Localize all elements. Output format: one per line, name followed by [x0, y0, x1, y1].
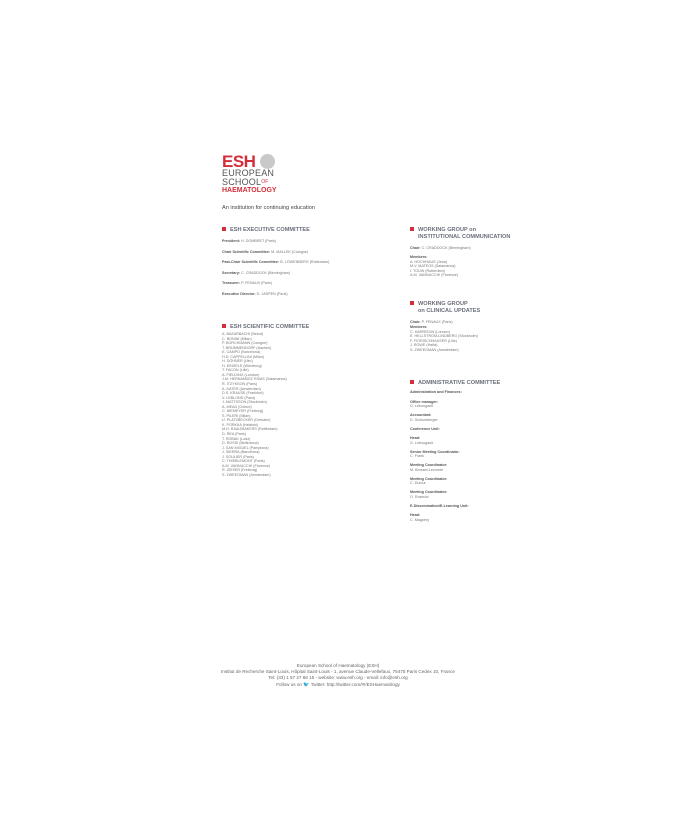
admin-role-person: D. Schlumberger — [410, 417, 438, 422]
footer-contact: Tel: (33) 1 57 27 68 15 - website: www.esh.org - email: info@esh.org — [268, 675, 408, 681]
member-name: V. LEBLOND (Paris) — [222, 395, 256, 400]
member-name: J. MATTSSON (Stockholm) — [222, 400, 267, 405]
admin-role-person: O. Rosedol — [410, 494, 429, 499]
scientific-committee-list — [222, 332, 287, 478]
member-name: A.M. VANNUCCHI (Florence) — [410, 273, 459, 278]
admin-committee-title — [410, 380, 500, 387]
member-name: A. MEAD (Oxford) — [222, 404, 252, 409]
member-name: U. PLATZBECKER (Dresden) — [222, 418, 271, 423]
exec-row: Chair Scientific Committee: M. MALLEK (Cologne) — [222, 249, 309, 254]
logo-of: OF — [261, 179, 269, 185]
admin-role-person: M. Brosset-Lecomte — [410, 467, 443, 472]
member-name: J.M. HERNANDEZ RIVAS (Salamanca) — [222, 377, 287, 382]
scientific-committee-title — [222, 324, 309, 331]
member-name: C. BONINI (Milan) — [222, 336, 252, 341]
member-name: C. THIEBLEMONT (Paris) — [222, 459, 265, 464]
footer-follow-text: Follow us on — [276, 681, 302, 687]
exec-row: Secretary: C. CRADDOCK (Birmingham) — [222, 270, 291, 275]
member-name: D. REA (Paris) — [222, 432, 246, 437]
member-name: A. BAZARBACHI (Beirut) — [222, 332, 264, 336]
member-name: C. NIEMEYER (Freiburg) — [222, 409, 264, 414]
wg-institutional-title-text: WORKING GROUP on — [418, 227, 477, 233]
member-name: C. HARRISON (London) — [410, 329, 450, 334]
admin-role-label: Senior Meeting Coordinator: — [410, 449, 460, 454]
admin-role-label: Meeting Coordinator: — [410, 476, 448, 481]
executive-title-text: ESH EXECUTIVE COMMITTEE — [230, 227, 310, 233]
logo-line-3: HAEMATOLOGY — [222, 187, 277, 194]
logo-school: SCHOOL — [222, 177, 262, 187]
member-name: H. EINSELE (Würzburg) — [222, 363, 262, 368]
wg-institutional-subtitle: INSTITUTIONAL COMMUNICATION — [418, 233, 511, 240]
logo-esh: ESH — [222, 152, 256, 171]
twitter-link[interactable]: Twitter: http://twitter.com/#!/ESHaematology — [309, 681, 400, 687]
red-square-icon — [410, 227, 414, 231]
footer-social — [0, 682, 676, 688]
admin-role-label: Conference Unit: — [410, 426, 440, 431]
scientific-title-text: ESH SCIENTIFIC COMMITTEE — [230, 324, 310, 330]
member-name: J. SOULIER (Paris) — [222, 454, 254, 459]
wg-institutional-chair: Chair: C. CRADDOCK (Birmingham) — [410, 246, 471, 250]
wg-clinical-subtitle: on CLINICAL UPDATES — [418, 307, 481, 314]
member-name: M.H. RAAIJMAKERS (Rotterdam) — [222, 427, 278, 432]
exec-row: Executive Director: D. JASPEN (Paris) — [222, 291, 288, 296]
member-name: E. HELLSTROM-LINDBERG (Stockholm) — [410, 334, 478, 339]
member-name: T. ROBAK (Lodz) — [222, 436, 251, 441]
admin-role-person: G. Lebougault — [410, 440, 434, 445]
member-name: D. ROSSI (Bellinzona) — [222, 441, 259, 446]
member-name: J. ROWE (Haifa) — [410, 343, 438, 348]
member-name: I. TOUW (Rotterdam) — [410, 268, 445, 273]
wg-institutional-members — [410, 260, 471, 278]
wg-clinical-members-label: Members: — [410, 324, 428, 329]
admin-role-person: G. Lebougault — [410, 404, 434, 408]
member-name: A.M. VANNUCCHI (Florence) — [222, 463, 271, 468]
member-name: R. ZEISER (Freiburg) — [222, 468, 258, 473]
wg-clinical-body — [410, 320, 478, 352]
admin-role-label: Accountant: — [410, 413, 432, 417]
red-square-icon — [410, 380, 414, 384]
member-name: P. BORCHMANN (Cologne) — [222, 341, 268, 346]
member-name: R. ITZYKSON (Paris) — [222, 382, 258, 387]
admin-role-label: Office manager: — [410, 399, 439, 404]
red-square-icon — [222, 324, 226, 328]
member-name: D.S. KRAUSE (Frankfurt) — [222, 391, 264, 396]
admin-role-person: C. Dufour — [410, 481, 426, 485]
member-name: J. SIERRA (Barcelona) — [222, 450, 260, 455]
admin-role-person: C. Frank — [410, 454, 425, 458]
logo-line-2 — [222, 178, 269, 187]
exec-row: Past-Chair Scientific Committee: B. LÖWENBERG (Rotterdam) — [222, 260, 330, 264]
wg-clinical-members — [410, 330, 478, 353]
esh-logo — [222, 153, 292, 198]
admin-role-label: Head: — [410, 436, 421, 440]
member-name: S. ZWEEGMAN (Amsterdam) — [222, 472, 271, 477]
logo-circle-icon — [260, 154, 275, 169]
wg-institutional-body — [410, 246, 471, 278]
member-name: H.D. CAPPELLINI (Milan) — [222, 354, 265, 359]
exec-row: Treasurer: P. FENAUX (Paris) — [222, 281, 272, 285]
wg-clinical-title — [410, 301, 480, 314]
tagline: An institution for continuing education — [222, 205, 315, 211]
admin-committee-list — [410, 390, 469, 527]
red-square-icon — [410, 301, 414, 305]
admin-title-text: ADMINISTRATIVE COMMITTEE — [418, 380, 501, 386]
footer — [0, 663, 676, 688]
wg-institutional-title — [410, 227, 510, 240]
admin-role-label: Meeting Coordinator: — [410, 490, 448, 494]
executive-committee-title — [222, 227, 310, 234]
wg-institutional-members-label: Members: — [410, 254, 428, 259]
member-name: A. HOCHHAUS (Jena) — [410, 259, 448, 264]
twitter-bird-icon: 🐦 — [303, 681, 310, 688]
executive-committee-list — [222, 238, 329, 301]
footer-org: European School of Haematology (ESH) — [296, 663, 380, 668]
member-name: K. PORKKA (Helsinki) — [222, 422, 259, 427]
admin-role-label: Head: — [410, 513, 421, 517]
member-name: H. DÖHNER (Ulm) — [222, 359, 253, 364]
member-name: T. FACON (Lille) — [222, 368, 249, 373]
admin-role-label: Meeting Coordinator: — [410, 463, 448, 467]
wg-clinical-title-text: WORKING GROUP — [418, 301, 468, 307]
admin-role-label: E-Dissemination/E-Learning Unit: — [410, 503, 469, 508]
member-name: M.V. MATEOS (Salamanca) — [410, 264, 456, 269]
exec-row: President: H. DOMBRET (Paris) — [222, 239, 277, 243]
admin-role-label: Administration and Finances: — [410, 390, 462, 394]
member-name: E. CAMPO (Barcelona) — [222, 350, 261, 355]
member-name: S. ZWEEGMAN (Amsterdam) — [410, 347, 459, 352]
member-name: J. SAN MIGUEL (Pamplona) — [222, 445, 269, 450]
member-name: A. KATER (Amsterdam) — [222, 386, 261, 391]
admin-role-person: C. Magoery — [410, 517, 430, 522]
logo-line-1: EUROPEAN — [222, 168, 275, 178]
red-square-icon — [222, 227, 226, 231]
member-name: F. FIORISCHHAUSER (Lille) — [410, 338, 457, 343]
member-name: S. PILERI (Milan) — [222, 413, 251, 418]
member-name: A. FIELDING (London) — [222, 372, 260, 377]
member-name: T. BRÜMMENDORF (Aachen) — [222, 345, 272, 350]
wg-clinical-chair: Chair: P. FENAUX (Paris) — [410, 320, 453, 324]
footer-address: Institut de Recherche Saint-Louis, Hôpital Saint-Louis - 1, avenue Claude-Vellefaux, 75475 Paris Cedex 10, France — [221, 669, 455, 675]
